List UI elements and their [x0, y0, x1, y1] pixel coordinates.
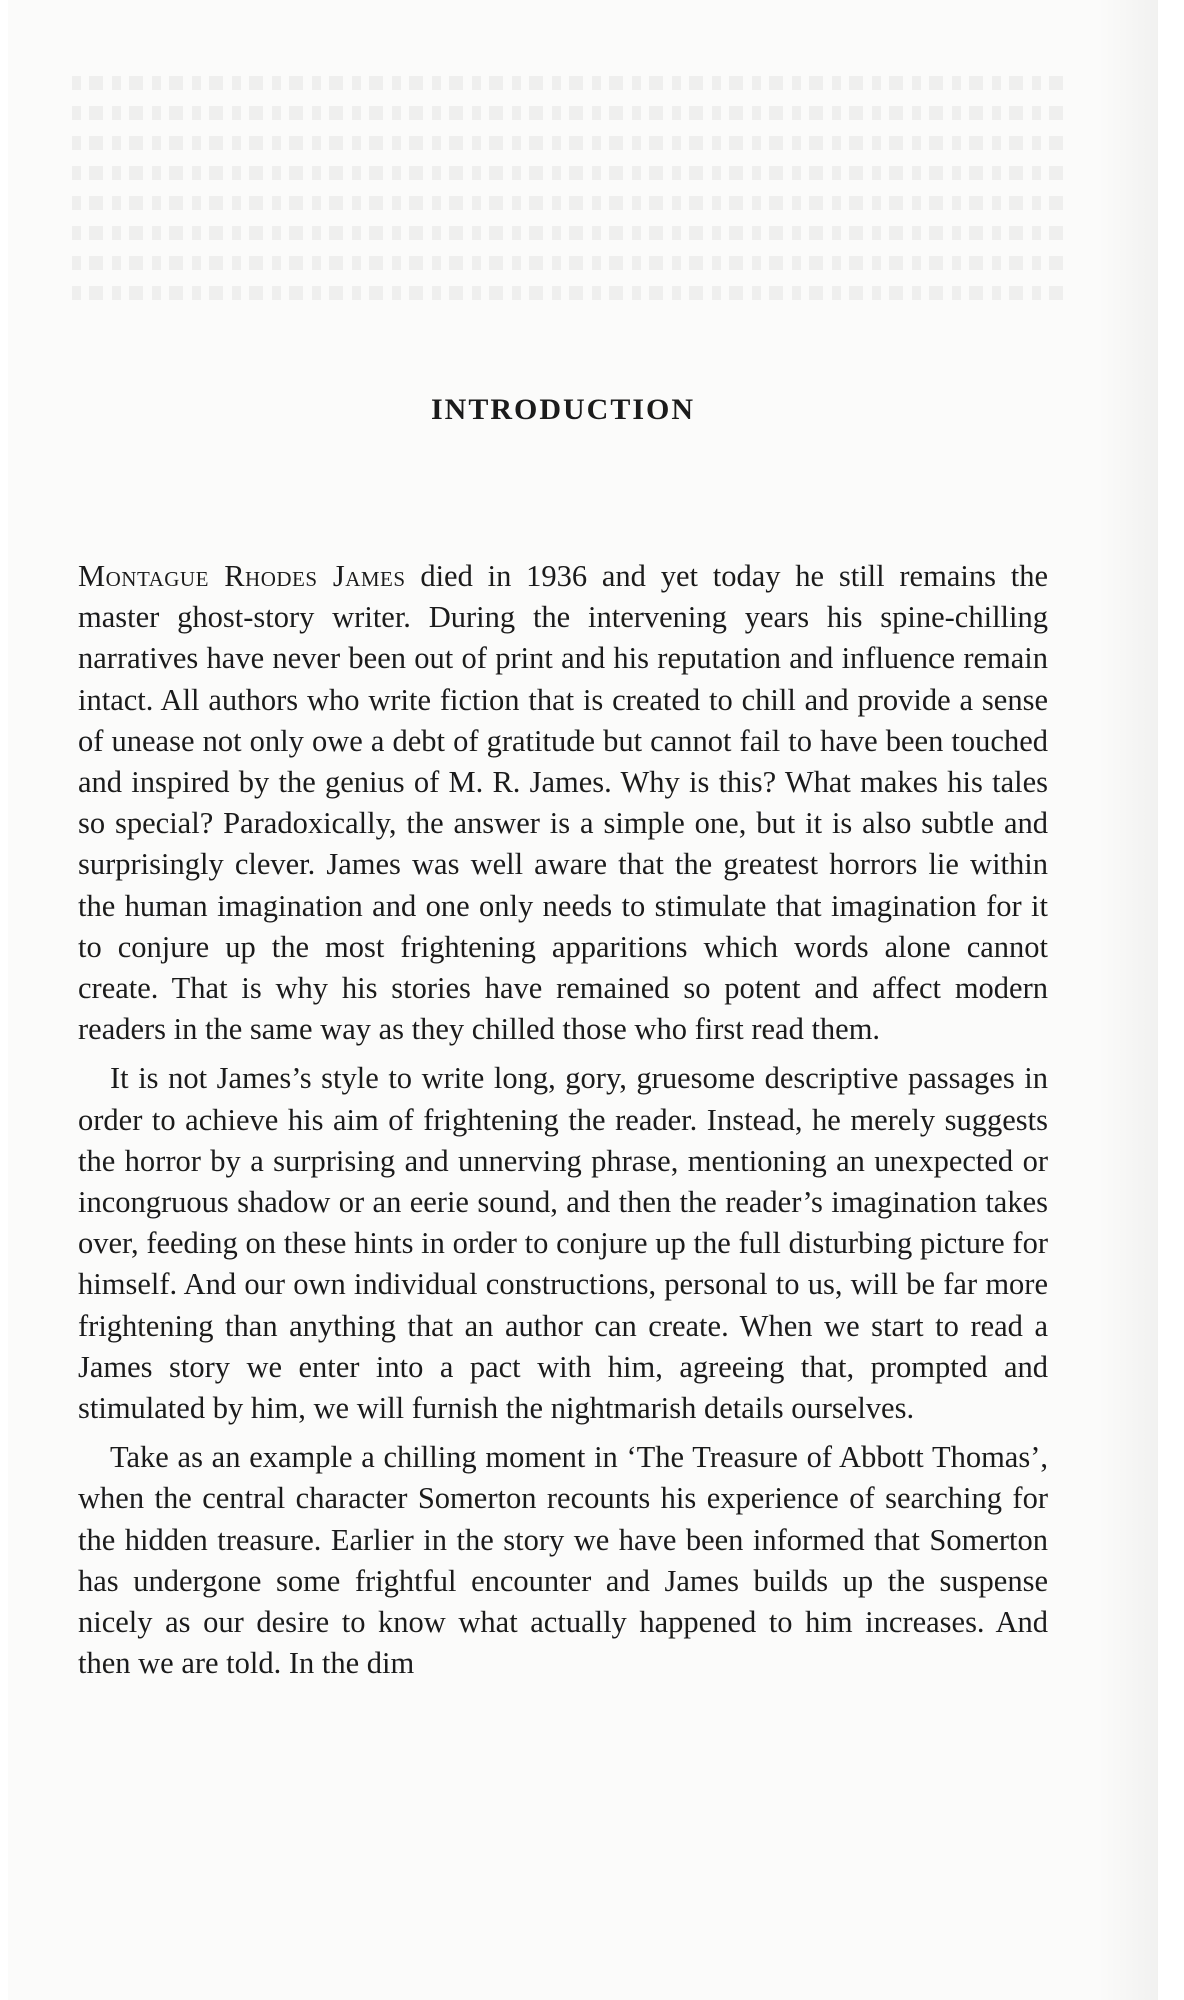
- bleed-through-text: [63, 60, 1063, 316]
- paragraph-3: Take as an example a chilling moment in ‘The Treasure of Abbott Thomas’, when the central character Somerton recounts his experience of searching for the hidden treasure. Earlier in the story we have been informed that Somerton has undergone some frightful encounter and James builds up the suspense nicely as our desire to know what actually happened to him increases. And then we are told. In the dim: [78, 1440, 1048, 1681]
- page-content: [78, 392, 1048, 1684]
- chapter-title: INTRODUCTION: [430, 393, 696, 426]
- lead-author-name: Montague Rhodes James: [78, 559, 406, 593]
- paragraph-1-text: died in 1936 and yet today he still remains the master ghost-story writer. During the intervening years his spine-chilling narratives have never been out of print and his reputation and influence remain intact. All authors who write fiction that is created to chill and provide a sense of unease not only owe a debt of gratitude but cannot fail to have been touched and inspired by the genius of M. R. James. Why is this? What makes his tales so special? Paradoxically, the answer is a simple one, but it is also subtle and surprisingly clever. James was well aware that the greatest horrors lie within the human imagination and one only needs to stimulate that imagination for it to conjure up the most frightening apparitions which words alone cannot create. That is why his stories have remained so potent and affect modern readers in the same way as they chilled those who first read them.: [78, 559, 1048, 1047]
- paragraph-2: It is not James’s style to write long, gory, gruesome descriptive passages in order to achieve his aim of frightening the reader. Instead, he merely suggests the horror by a surprising and unnerving phrase, mentioning an unexpected or incongruous shadow or an eerie sound, and then the reader’s imagination takes over, feeding on these hints in order to conjure up the full disturbing picture for himself. And our own individual constructions, personal to us, will be far more frightening than anything that an author can create. When we start to read a James story we enter into a pact with him, agreeing that, prompted and stimulated by him, we will furnish the nightmarish details ourselves.: [78, 1061, 1048, 1426]
- book-page: [8, 0, 1158, 2000]
- paragraph-1: [78, 556, 1048, 1050]
- page-edge-shadow: [1098, 0, 1158, 2000]
